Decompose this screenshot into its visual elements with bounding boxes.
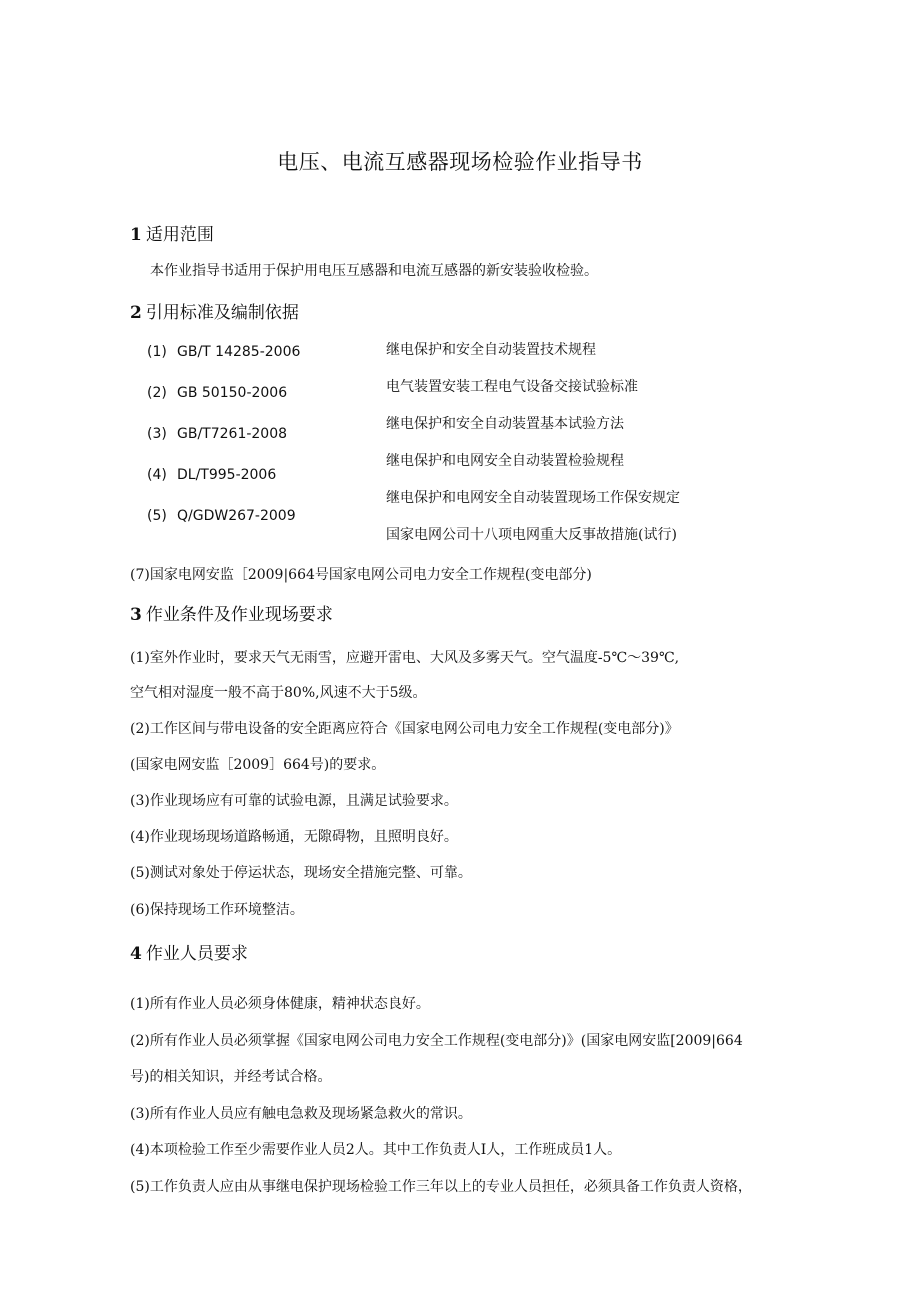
ref-code: GB 50150-2006 xyxy=(177,385,288,401)
section-3-line: (6)保持现场工作环境整洁。 xyxy=(130,902,304,918)
ref-title: 国家电网公司十八项电网重大反事故措施(试行) xyxy=(386,527,677,543)
section-1-text: 本作业指导书适用于保护用电压互感器和电流互感器的新安装验收检验。 xyxy=(150,263,598,279)
section-2-heading xyxy=(130,298,299,323)
section-3-number: 3 xyxy=(130,605,142,625)
ref-title: 电气装置安装工程电气设备交接试验标准 xyxy=(386,379,638,395)
ref-code: Q/GDW267-2009 xyxy=(177,508,296,524)
ref-number: (5) xyxy=(147,508,167,524)
section-4-line: (1)所有作业人员必须身体健康，精神状态良好。 xyxy=(130,996,430,1012)
section-4-line: (5)工作负责人应由从事继电保护现场检验工作三年以上的专业人员担任，必须具备工作负责人资格， xyxy=(130,1179,752,1195)
section-1-number: 1 xyxy=(130,225,142,245)
section-4-heading xyxy=(130,939,248,964)
section-4-line: (2)所有作业人员必须掌握《国家电网公司电力安全工作规程(变电部分)》(国家电网安监[2009|664 xyxy=(130,1033,743,1049)
ref-number: (2) xyxy=(147,385,167,401)
document-title: 电压、电流互感器现场检验作业指导书 xyxy=(277,150,643,174)
section-3-line: (2)工作区间与带电设备的安全距离应符合《国家电网公司电力安全工作规程(变电部分)》 xyxy=(130,721,679,737)
ref-title: 继电保护和电网安全自动装置检验规程 xyxy=(386,453,624,469)
ref-number: (4) xyxy=(147,467,167,483)
ref-code: GB/T7261-2008 xyxy=(177,426,288,442)
section-3-heading xyxy=(130,600,333,625)
section-3-line: (4)作业现场现场道路畅通，无隙碍物，且照明良好。 xyxy=(130,829,458,845)
section-4-line: (3)所有作业人员应有触电急救及现场紧急救火的常识。 xyxy=(130,1106,472,1122)
section-3-title: 作业条件及作业现场要求 xyxy=(145,605,333,625)
section-4-number: 4 xyxy=(130,944,142,964)
ref-title: 继电保护和安全自动装置技术规程 xyxy=(386,342,596,358)
ref-code: GB/T 14285-2006 xyxy=(177,344,301,360)
ref-title: 继电保护和电网安全自动装置现场工作保安规定 xyxy=(386,490,680,506)
section-2-title: 引用标准及编制依据 xyxy=(145,303,299,323)
section-3-line: (5)测试对象处于停运状态，现场安全措施完整、可靠。 xyxy=(130,865,472,881)
section-2-number: 2 xyxy=(130,303,142,323)
section-3-line: (3)作业现场应有可靠的试验电源，且满足试验要求。 xyxy=(130,793,458,809)
ref-code: DL/T995-2006 xyxy=(177,467,277,483)
ref-title: 继电保护和安全自动装置基本试验方法 xyxy=(386,416,624,432)
section-4-title: 作业人员要求 xyxy=(145,944,248,964)
section-1-title: 适用范围 xyxy=(145,225,214,245)
section-3-line: (1)室外作业时，要求天气无雨雪，应避开雷电、大风及多雾天气。空气温度-5℃〜39℃, xyxy=(130,650,680,666)
section-1-heading xyxy=(130,220,214,245)
section-3-line: (国家电网安监［2009］664号)的要求。 xyxy=(130,757,386,773)
section-4-line: (4)本项检验工作至少需要作业人员2人。其中工作负责人I人，工作班成员1人。 xyxy=(130,1142,622,1158)
reference-item-7: (7)国家电网安监［2009|664号国家电网公司电力安全工作规程(变电部分) xyxy=(130,567,592,583)
ref-number: (3) xyxy=(147,426,167,442)
ref-number: (1) xyxy=(147,344,167,360)
section-3-line: 空气相对湿度一般不高于80%,风速不大于5级。 xyxy=(130,685,427,701)
section-4-line: 号)的相关知识，并经考试合格。 xyxy=(130,1069,332,1085)
